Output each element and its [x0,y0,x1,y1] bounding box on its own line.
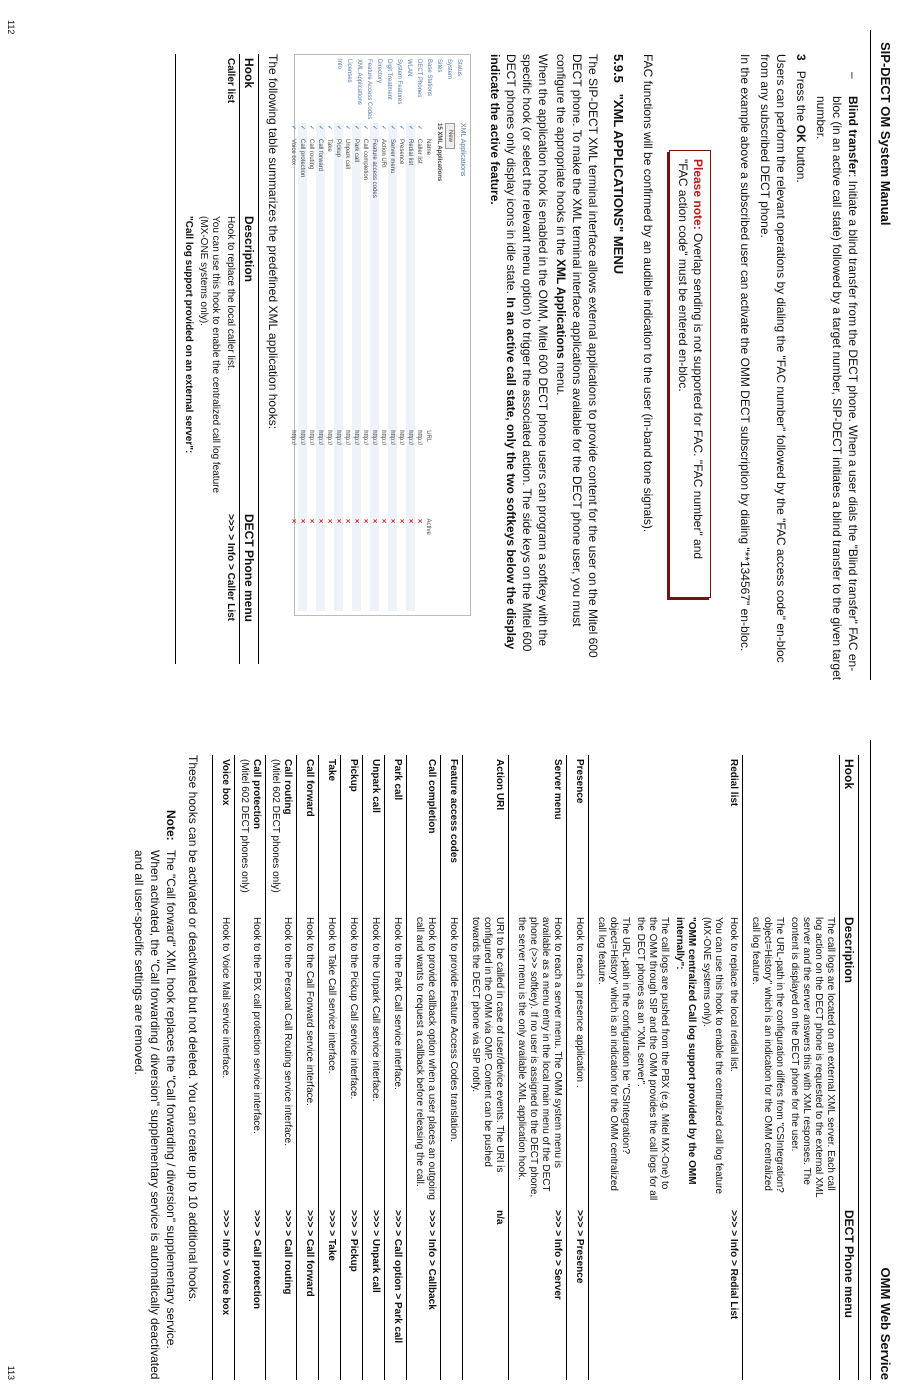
xml-intro-text: The SIP-DECT XML terminal interface allows external applications to provide content for the user on the Mitel 600 DECT phone. To make the XML terminal interface applications available for the DECT phone user, you must configure the appropriate hooks in the [554,54,600,658]
desc-paragraph: Hook to the Unpark Call service interface. [370,917,381,1102]
hook-label: Call routing [282,759,293,815]
app-url: http:// [290,430,297,446]
step-number: 3 [794,54,808,61]
hook-label: Pickup [348,759,359,792]
xml-applications-screenshot [290,54,471,616]
sidebar-nav-item[interactable]: DECT Phones [416,59,422,98]
paragraph-hook-usage [487,54,551,679]
app-url: http:// [352,428,361,516]
hook-menu: n/a [463,1206,509,1380]
table-row [176,54,240,664]
sidebar-nav-item[interactable]: Directory [376,59,382,84]
sidebar-nav-item[interactable]: Status [456,59,462,77]
desc-paragraph: You can use this hook to enable the centralized call log feature (MX-ONE systems only). [701,917,724,1195]
edit-icon[interactable]: ✓ [334,123,343,137]
app-url: http:// [406,428,415,516]
edit-icon[interactable]: ✓ [406,123,415,137]
table-row [319,755,341,1380]
table-row [266,755,297,1380]
app-name: Park call [352,137,361,428]
table-row [509,755,567,1380]
hook-description [567,913,589,1206]
hook-menu: >>> > Info > Voice box [213,1206,235,1380]
desc-paragraph: URI to be called in case of user/device events. The URI is configured in the OMM via OMP. Content can be pushed towards the DECT phone via SIP notify. [470,917,505,1173]
table-row[interactable] [307,123,316,611]
sidebar-nav-item[interactable]: WLAN [406,59,412,77]
table-row[interactable] [379,123,388,611]
hook-label: Feature access codes [448,759,459,863]
hook-name [441,755,463,913]
hook-label: Call completion [426,759,437,834]
edit-icon[interactable]: ✓ [398,125,404,131]
table-row[interactable] [397,123,406,611]
th-hook: Hook [840,755,859,913]
hook-description [509,913,567,1206]
edit-icon[interactable]: ✓ [308,125,314,131]
desc-paragraph: Hook to provide Feature Access Codes translation. [448,917,459,1143]
edit-icon[interactable]: ✓ [344,125,350,131]
desc-paragraph: Hook to reach a server menu. The OMM system menu is available as a menu entry in the local main menu of the DECT phone (>>> softkey). If no user is assigned to the DECT phone, the server menu is the only available XML application hook. [516,917,563,1198]
app-name: Unpark call [344,139,351,170]
table-row [743,755,840,1380]
hook-label: Unpark call [370,759,381,813]
hook-description [363,913,385,1206]
hook-label: Take [326,759,337,782]
hook-label: Presence [574,759,585,804]
hook-menu [441,1206,463,1380]
hook-description [441,913,463,1206]
edit-icon[interactable]: ✓ [290,125,296,131]
hook-name [407,755,441,913]
app-name: Take [326,139,333,152]
desc-line: Hook to replace the local caller list. [225,216,236,371]
hook-menu: >>> > Call routing [266,1206,297,1380]
hook-menu: >>> > Take [319,1206,341,1380]
hook-label: Call protection [251,759,262,830]
hook-name [589,755,743,913]
inactive-icon: ✕ [416,518,422,524]
table-row[interactable] [298,123,307,611]
edit-icon[interactable]: ✓ [380,125,386,131]
app-url: http:// [298,428,307,516]
inactive-icon: ✕ [334,517,343,611]
sidebar-nav-item[interactable]: System Features [396,59,402,105]
screenshot-title: XML Applications [459,123,466,177]
xml-applications-term: XML Applications [554,258,568,359]
hook-description [407,913,441,1206]
hook-label: Server menu [552,759,563,820]
hook-menu [743,1206,840,1380]
desc-paragraph: Hook to the Park Call service interface. [392,917,403,1090]
page-number: 112 [6,20,16,35]
desc-paragraph: Hook to provide callback option when a user places an outgoing call and wants to request a callback before releasing the call. [414,917,437,1200]
table-row[interactable] [370,123,379,611]
paragraph-xml-intro [553,54,601,679]
table-row [363,755,385,1380]
desc-paragraph: Hook to Voice Mail service interface. [220,917,231,1079]
table-row[interactable] [325,123,334,611]
inactive-icon: ✕ [362,518,368,524]
table-row[interactable] [316,123,325,611]
inactive-icon: ✕ [326,518,332,524]
sidebar-nav-item[interactable]: Base Stations [426,59,432,97]
hook-name [567,755,589,913]
app-url: http:// [334,428,343,516]
hook-description [319,913,341,1206]
hook-name [743,755,840,913]
table-row [463,755,509,1380]
hook-menu: >>> > Info > Callback [407,1206,441,1380]
desc-paragraph: The call logs are pushed from the PBX (e.g. Mitel MX-One) to the OMM through SIP and the OMM provides the call logs for all the DECT phones as an "XML server". [635,917,670,1201]
sidebar-nav-item[interactable]: Info [336,59,342,70]
section-number: 5.9.5 [611,54,626,83]
hook-name [235,755,266,913]
app-url: http:// [316,428,325,516]
app-url: http:// [326,430,333,446]
app-name: Call completion [362,139,369,181]
hook-description [213,913,235,1206]
hook-name [266,755,297,913]
blind-transfer-text: : Initiate a blind transfer from the DECT phone. When a user dials the "Blind transfer" FAC en-bloc (in an active call state) followed by a target number, SIP-DECT initiates a blind transfer to the given target number. [814,96,860,681]
hook-name [385,755,407,913]
table-row[interactable] [289,123,298,611]
app-url: http:// [398,430,405,446]
screenshot-caption: 15 XML Applications [436,123,442,182]
edit-icon[interactable]: ✓ [416,125,422,131]
sidebar-nav-item[interactable]: XML Applications [356,59,362,105]
hook-description [385,913,407,1206]
xml-apps-table [289,123,433,611]
ok-label: OK [794,124,808,143]
hook-description [235,913,266,1206]
desc-paragraph: The URL-path in the configuration be "CSIntegration?object=History" which is an indication for the OMM centralized call log feature. [596,917,631,1191]
table-row[interactable] [352,123,361,611]
hook-description [341,913,363,1206]
app-url: http:// [380,430,387,446]
paragraph-fac-confirmation: FAC functions will be confirmed by an audible indication to the user (in-band tone signals). [641,54,655,533]
th-menu: DECT Phone menu [840,1206,859,1380]
footer-text: These hooks can be activated or deactivated but not deleted. You can create up to 10 additional hooks. [186,755,200,1303]
app-url: http:// [308,430,315,446]
hook-label: Voice box [220,759,231,806]
hook-description [743,913,840,1206]
page-number: 113 [6,1365,16,1380]
hook-menu: >>> > Info > Caller List [176,510,240,664]
hook-name [509,755,567,913]
inactive-icon: ✕ [344,518,350,524]
edit-icon[interactable]: ✓ [388,123,397,137]
paragraph-fac-example: In the example above a subscribed user can activate the OMM DECT subscription by dialing "**134567" en-bloc. [738,54,752,652]
xml-intro-end: menu. [554,358,568,396]
inactive-icon: ✕ [398,518,404,524]
inactive-icon: ✕ [308,518,314,524]
edit-icon[interactable]: ✓ [370,123,379,137]
table-row[interactable] [415,123,424,611]
app-name: Voice box [290,139,297,166]
header-rule [870,30,871,680]
app-name: Redial list [406,137,415,428]
hook-menu: >>> > Pickup [341,1206,363,1380]
inactive-icon: ✕ [380,518,386,524]
table-row[interactable] [334,123,343,611]
app-url: http:// [344,430,351,446]
table-row [235,755,266,1380]
new-button[interactable]: New [445,123,455,149]
app-name: Caller list [416,139,423,164]
section-heading [611,54,626,274]
app-url: http:// [388,428,397,516]
th-description: Description [840,913,859,1206]
table-row [407,755,441,1380]
app-name: Call protection [298,137,307,428]
edit-icon[interactable]: ✓ [352,123,361,137]
desc-paragraph: Hook to replace the local redial list. [728,917,739,1073]
hook-label: Action URI [494,759,505,811]
inactive-icon: ✕ [370,517,379,611]
hook-label: Park call [392,759,403,801]
table-row[interactable] [388,123,397,611]
inactive-icon: ✕ [316,517,325,611]
blind-transfer-item [813,72,861,681]
edit-icon[interactable]: ✓ [298,123,307,137]
table-row [589,755,743,1380]
hook-menu: >>> > Call protection [235,1206,266,1380]
desc-paragraph: Hook to the PBX call protection service interface. [251,917,262,1134]
hook-name [213,755,235,913]
th-hook: Hook [240,54,259,212]
screenshot-main [290,123,466,611]
col-name: Name [425,139,432,156]
app-url: http:// [362,430,369,446]
table-row [385,755,407,1380]
table-intro: The following table summarizes the predefined XML application hooks: [266,54,280,430]
app-name: Call forward [316,137,325,428]
screenshot-nav [334,59,464,120]
inactive-icon: ✕ [352,517,361,611]
note-text: Overlap sending is not supported for FAC. "FAC number" and "FAC action code" must be entered en-bloc. [676,159,705,560]
inactive-icon: ✕ [290,518,296,524]
app-name: Pickup [334,137,343,428]
note-label: Note: [164,810,178,841]
table-row [213,755,235,1380]
col-active: Active [425,518,432,535]
desc-paragraph: Hook to the Pickup Call service interface. [348,917,359,1100]
edit-icon[interactable]: ✓ [362,125,368,131]
hook-name [297,755,319,913]
th-menu: DECT Phone menu [240,510,259,664]
hook-usage-text: When the application hook is enabled in the OMM, Mitel 600 DECT phone users can program a softkey with the specific hook (or select the relevant menu option) to trigger the associated action. The side keys on the Mitel 600 DECT phones only display icons in idle state. [504,54,550,652]
step-post: button. [794,142,808,183]
paragraph-fac-usage: Users can perform the relevant operations by dialing the "FAC number" followed by the "FAC access code" en-bloc from any subscribed DECT phone. [758,54,788,663]
please-note-box [669,150,711,598]
desc-paragraph: The URL-path in the configuration differs from "CSIntegration?object=History" which is an indication for the OMM centralized call log feature. [750,917,785,1193]
blind-transfer-term: Blind transfer [846,96,860,175]
app-name: Feature access codes [370,137,379,428]
table-row [341,755,363,1380]
desc-bold: "Call log support provided on an external server": [183,216,194,454]
hook-description [266,913,297,1206]
hook-description [589,913,743,1206]
desc-paragraph: Hook to the Personal Call Routing service interface. [282,917,293,1147]
hook-description [176,212,240,510]
inactive-icon: ✕ [388,517,397,611]
hook-menu: >>> > Info > Server [509,1206,567,1380]
edit-icon[interactable]: ✓ [316,123,325,137]
hook-name [463,755,509,913]
hook-usage-bold: In an active call state, only the two softkeys below the display indicate the active feature. [488,54,518,650]
app-url: http:// [370,428,379,516]
note-block [131,810,179,1380]
app-name: Call routing [308,139,315,170]
step-3 [793,54,809,654]
hook-name [341,755,363,913]
sidebar-nav-item[interactable]: Licenses [346,59,352,83]
app-name: Action URI [380,139,387,168]
inactive-icon: ✕ [298,517,307,611]
table-row[interactable] [361,123,370,611]
sidebar-nav-item[interactable]: Digit Treatment [386,59,392,100]
hook-name: Caller list [176,54,240,212]
note-text: The "Call forward" XML hook replaces the "Call forwarding / diversion" supplementary service. When activated, the "Call forwarding / diversion" supplementary service is automatically deactivated and all user-specific settings are removed. [132,850,178,1380]
hooks-table-left [175,54,259,664]
app-url: http:// [416,430,423,446]
table-row [441,755,463,1380]
table-row[interactable] [343,123,352,611]
bullet-dash: – [846,72,860,79]
page-113 [0,700,901,1400]
app-name: Presence [398,139,405,165]
hook-menu: >>> > Call forward [297,1206,319,1380]
hook-description [297,913,319,1206]
edit-icon[interactable]: ✓ [326,125,332,131]
note-label: Please note: [691,159,705,230]
hook-description [463,913,509,1206]
sidebar-nav-item[interactable]: Feature Access Codes [366,59,372,120]
hook-name [319,755,341,913]
hooks-table-right [212,755,859,1380]
page-header: SIP-DECT OM System Manual [878,42,893,226]
hook-menu: >>> > Info > Redial List [589,1206,743,1380]
header-rule [870,740,871,1380]
hook-qualifier: (Mitel 602 DECT phones only) [239,759,250,893]
sidebar-nav-item[interactable]: Sites [436,59,442,73]
table-row [567,755,589,1380]
th-description: Description [240,212,259,510]
hook-menu: >>> > Presence [567,1206,589,1380]
desc-paragraph: Hook to Take Call service interface. [326,917,337,1074]
hook-qualifier: (Mitel 602 DECT phones only) [270,759,281,893]
inactive-icon: ✕ [406,517,415,611]
table-row [297,755,319,1380]
app-name: Server menu [388,137,397,428]
hook-menu: >>> > Unpark call [363,1206,385,1380]
page-header: OMM Web Service [878,1267,893,1380]
table-row[interactable] [406,123,415,611]
desc-paragraph: Hook to the Call Forward service interface. [304,917,315,1106]
hook-name [363,755,385,913]
desc-paragraph: Hook to reach a presence application . [574,917,585,1088]
step-pre: Press the [794,70,808,125]
hook-menu: >>> > Call option > Park call [385,1206,407,1380]
desc-paragraph: The call logs are located on an external XML server. Each call log action on the DECT phone is requested to the external XML server and the server answers this with XML responses. The content is displayed on the DECT phone for the user. [789,917,836,1198]
col-url: URL [425,430,432,443]
section-title: "XML APPLICATIONS" MENU [611,93,626,275]
desc-line: You can use this hook to enable the centralized call log feature (MX-ONE systems only). [198,216,221,494]
hook-label: Redial list [728,759,739,807]
sidebar-nav-item[interactable]: System [446,59,452,80]
desc-paragraph: "OMM centralized Call log support provided by the OMM internally": [674,917,697,1185]
hook-label: Call forward [304,759,315,817]
